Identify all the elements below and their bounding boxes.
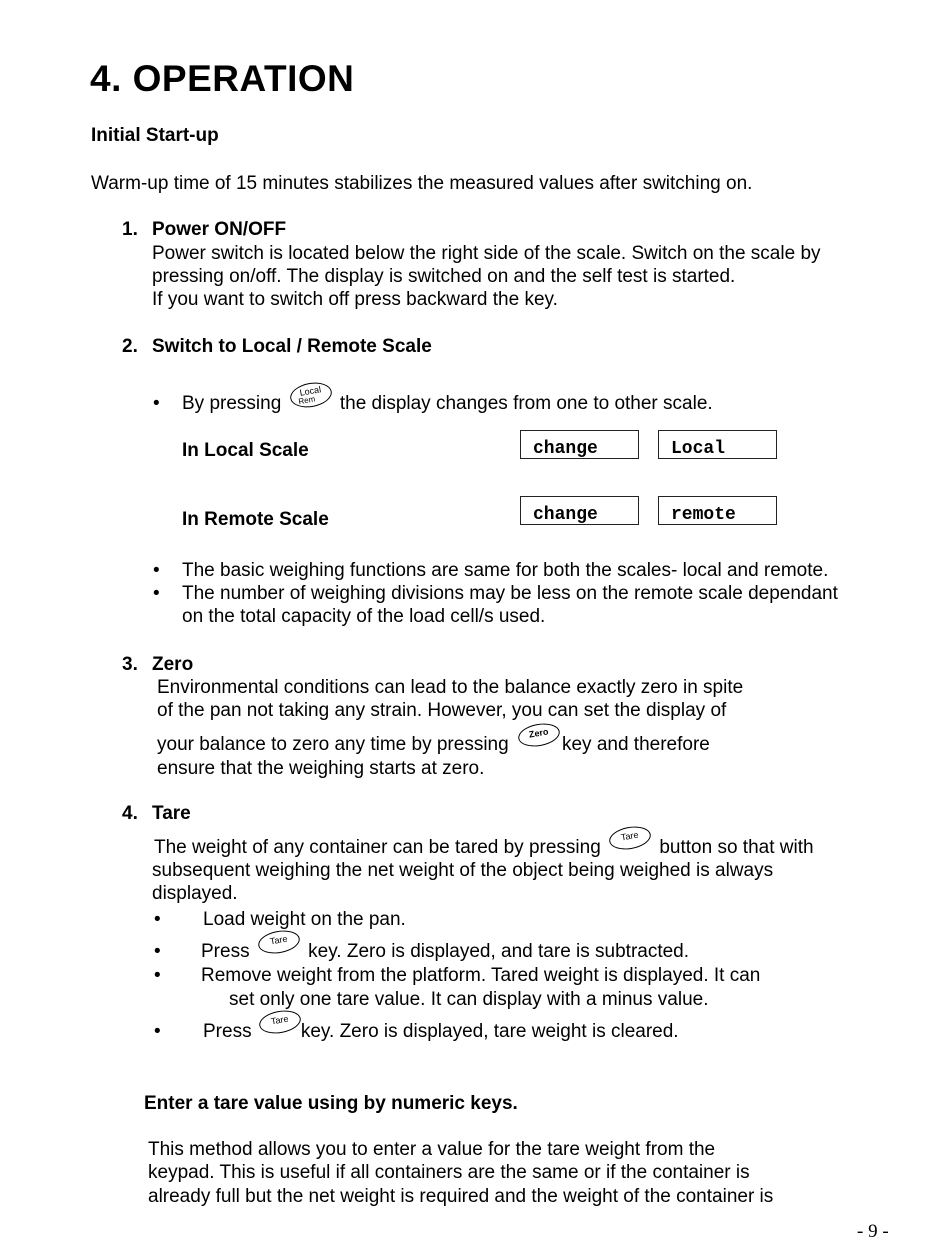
bullet-marker: • bbox=[153, 583, 160, 604]
item-4-intro-line-1 bbox=[154, 829, 814, 859]
item-1-heading: Power ON/OFF bbox=[152, 219, 287, 240]
item-3-line-2: of the pan not taking any strain. However, you can set the display of bbox=[157, 700, 727, 721]
numeric-tare-line-1: This method allows you to enter a value for the tare weight from the bbox=[148, 1139, 716, 1160]
step-press-label: Press bbox=[201, 941, 250, 962]
local-scale-label: In Local Scale bbox=[182, 440, 309, 461]
item-4-number: 4. bbox=[122, 803, 138, 824]
local-rem-press-text bbox=[182, 384, 713, 416]
tare-step-2 bbox=[201, 933, 690, 963]
display-remote-value: remote bbox=[658, 496, 777, 525]
key-label-tare: Tare bbox=[620, 829, 640, 843]
item-2-bullet-2-cont: on the total capacity of the load cell/s used. bbox=[182, 606, 546, 627]
item-1-line-3: If you want to switch off press backward the key. bbox=[152, 289, 558, 310]
bullet-marker: • bbox=[154, 1021, 161, 1042]
tare-step-1: Load weight on the pan. bbox=[203, 909, 406, 930]
press-suffix: the display changes from one to other scale. bbox=[339, 393, 713, 415]
bullet-marker: • bbox=[154, 965, 161, 986]
item-3-line-3 bbox=[157, 726, 710, 756]
item-2-heading: Switch to Local / Remote Scale bbox=[152, 336, 432, 357]
numeric-tare-line-2: keypad. This is useful if all containers are the same or if the container is bbox=[148, 1162, 750, 1183]
bullet-marker: • bbox=[154, 941, 161, 962]
tare-key-icon bbox=[256, 928, 301, 957]
key-label-rem: Rem bbox=[297, 394, 316, 407]
step-4-text: key. Zero is displayed, tare weight is cleared. bbox=[300, 1021, 679, 1042]
display-remote-change: change bbox=[520, 496, 639, 525]
item-1-number: 1. bbox=[122, 219, 138, 240]
remote-scale-label: In Remote Scale bbox=[182, 509, 329, 530]
tare-key-icon bbox=[607, 824, 652, 853]
zero-press-suffix: key and therefore bbox=[561, 734, 710, 755]
bullet-marker: • bbox=[153, 560, 160, 581]
key-label-tare: Tare bbox=[270, 1013, 289, 1027]
bullet-marker: • bbox=[153, 393, 160, 414]
tare-step-4 bbox=[203, 1013, 679, 1043]
press-prefix: By pressing bbox=[182, 393, 282, 415]
tare-press-suffix: button so that with bbox=[659, 837, 814, 858]
key-label-zero: Zero bbox=[528, 726, 550, 740]
warmup-text: Warm-up time of 15 minutes stabilizes the measured values after switching on. bbox=[91, 173, 753, 194]
tare-step-3: Remove weight from the platform. Tared weight is displayed. It can bbox=[201, 965, 761, 986]
item-4-heading: Tare bbox=[152, 803, 191, 824]
item-2-bullet-2: The number of weighing divisions may be less on the remote scale dependant bbox=[182, 583, 838, 604]
item-2-bullet-1: The basic weighing functions are same for both the scales- local and remote. bbox=[182, 560, 829, 581]
step-press-label: Press bbox=[203, 1021, 252, 1042]
page-number: - 9 - bbox=[857, 1221, 889, 1242]
display-local-change: change bbox=[520, 430, 639, 459]
display-local-value: Local bbox=[658, 430, 777, 459]
tare-press-prefix: The weight of any container can be tared by pressing bbox=[154, 837, 601, 858]
item-4-intro-line-3: displayed. bbox=[152, 883, 238, 904]
step-2-text: key. Zero is displayed, and tare is subtracted. bbox=[308, 941, 690, 962]
item-4-intro-line-2: subsequent weighing the net weight of the object being weighed is always bbox=[152, 860, 774, 881]
tare-key-icon bbox=[257, 1008, 302, 1037]
numeric-tare-line-3: already full but the net weight is required and the weight of the container is bbox=[148, 1186, 774, 1207]
item-1-line-1: Power switch is located below the right side of the scale. Switch on the scale by bbox=[152, 243, 821, 264]
bullet-marker: • bbox=[154, 909, 161, 930]
item-1-line-2: pressing on/off. The display is switched on and the self test is started. bbox=[152, 266, 736, 287]
key-label-tare: Tare bbox=[269, 933, 288, 947]
item-3-line-1: Environmental conditions can lead to the balance exactly zero in spite bbox=[157, 677, 744, 698]
numeric-tare-heading: Enter a tare value using by numeric keys. bbox=[144, 1093, 518, 1114]
zero-press-prefix: your balance to zero any time by pressing bbox=[157, 734, 509, 755]
section-title: 4. OPERATION bbox=[90, 58, 355, 99]
item-3-number: 3. bbox=[122, 654, 138, 675]
key-label-local: Local bbox=[298, 384, 322, 398]
initial-startup-heading: Initial Start-up bbox=[91, 125, 219, 146]
item-3-heading: Zero bbox=[152, 654, 194, 675]
item-2-number: 2. bbox=[122, 336, 138, 357]
local-rem-key-icon bbox=[288, 380, 334, 411]
tare-step-3-cont: set only one tare value. It can display with a minus value. bbox=[229, 989, 709, 1010]
zero-key-icon bbox=[516, 721, 561, 750]
item-3-line-4: ensure that the weighing starts at zero. bbox=[157, 758, 485, 779]
